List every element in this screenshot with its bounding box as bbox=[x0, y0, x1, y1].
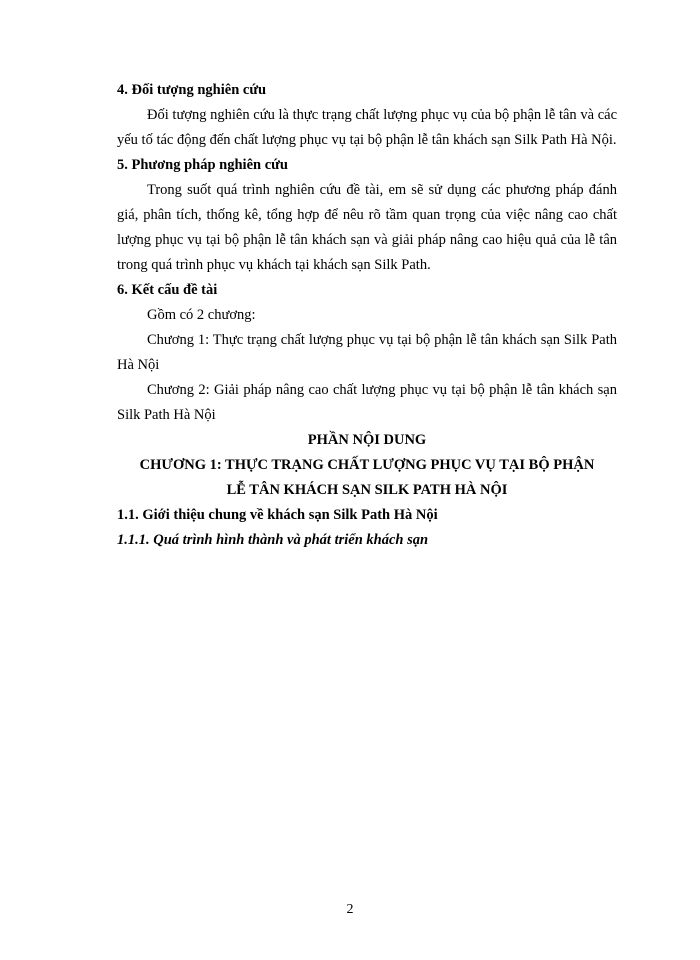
section-5-heading: 5. Phương pháp nghiên cứu bbox=[117, 157, 288, 173]
section-6-chapter-1: Chương 1: Thực trạng chất lượng phục vụ tại bộ phận lễ tân khách sạn Silk Path Hà Nội bbox=[117, 332, 617, 373]
section-6-intro: Gồm có 2 chương: bbox=[147, 307, 256, 323]
section-4-body: Đối tượng nghiên cứu là thực trạng chất lượng phục vụ của bộ phận lễ tân và các yếu tố tác động đến chất lượng phục vụ tại bộ phận lễ tân khách sạn Silk Path Hà Nội. bbox=[117, 107, 617, 148]
part-title: PHẦN NỘI DUNG bbox=[307, 432, 427, 448]
section-5-body: Trong suốt quá trình nghiên cứu đề tài, em sẽ sử dụng các phương pháp đánh giá, phân tích, thống kê, tổng hợp để nêu rõ tầm quan trọng của việc nâng cao chất lượng phục vụ tại bộ phận lễ tân khách sạn và giải pháp nâng cao hiệu quả của lễ tân trong quá trình phục vụ khách tại khách sạn Silk Path. bbox=[117, 182, 617, 273]
section-4-heading: 4. Đối tượng nghiên cứu bbox=[117, 82, 267, 98]
subsection-1-1-1: 1.1.1. Quá trình hình thành và phát triển khách sạn bbox=[117, 532, 429, 548]
page-number: 2 bbox=[346, 902, 354, 917]
chapter-title-line-2: LỄ TÂN KHÁCH SẠN SILK PATH HÀ NỘI bbox=[226, 482, 508, 498]
section-6-heading: 6. Kết cấu đề tài bbox=[117, 282, 218, 298]
section-6-chapter-2: Chương 2: Giải pháp nâng cao chất lượng phục vụ tại bộ phận lễ tân khách sạn Silk Path Hà Nội bbox=[117, 382, 617, 423]
subsection-1-1: 1.1. Giới thiệu chung về khách sạn Silk Path Hà Nội bbox=[117, 507, 438, 523]
chapter-title-line-1: CHƯƠNG 1: THỰC TRẠNG CHẤT LƯỢNG PHỤC VỤ TẠI BỘ PHẬN bbox=[139, 457, 595, 473]
page-content bbox=[117, 78, 617, 553]
